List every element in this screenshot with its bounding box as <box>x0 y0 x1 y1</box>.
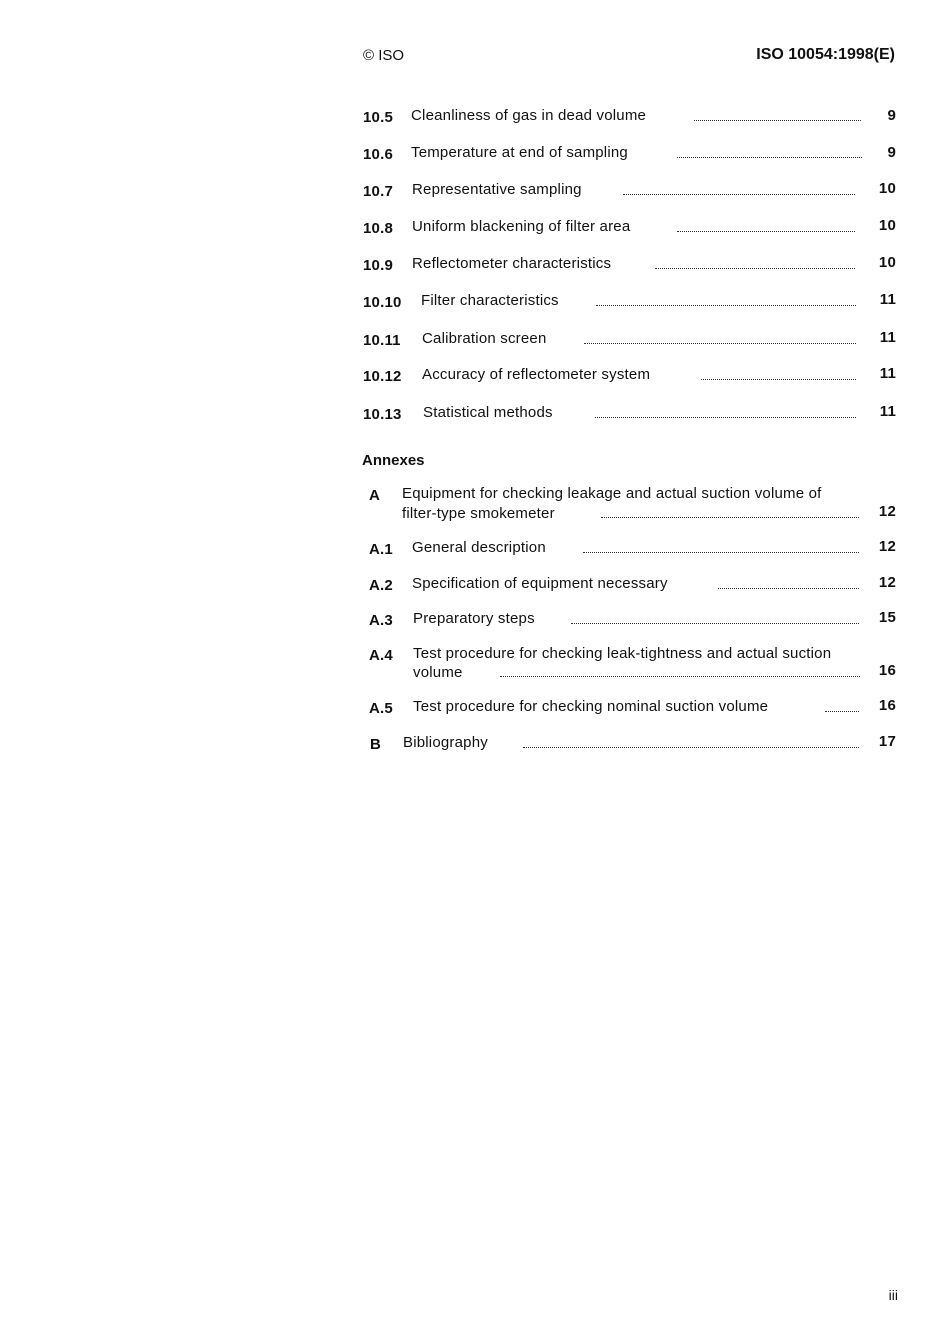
toc-entry-title: Uniform blackening of filter area <box>412 218 631 235</box>
toc-entry-number: 10.5 <box>363 109 393 126</box>
toc-entry-page: 16 <box>878 697 896 714</box>
toc-leader-dots <box>825 709 859 712</box>
toc-leader-dots <box>583 550 859 553</box>
toc-entry-title: Preparatory steps <box>413 610 535 627</box>
toc-entry-10-9[interactable] <box>363 255 896 277</box>
toc-entry-page: 10 <box>878 217 896 234</box>
toc-leader-dots <box>595 415 856 418</box>
toc-leader-dots <box>596 303 856 306</box>
toc-leader-dots <box>701 377 856 380</box>
toc-entry-number: A.2 <box>369 577 393 594</box>
toc-entry-page: 12 <box>878 574 896 591</box>
toc-entry-number: A <box>369 487 381 504</box>
copyright-notice: © ISO <box>363 47 405 64</box>
annex-entry-a-2[interactable] <box>363 575 896 597</box>
toc-leader-dots <box>677 229 855 232</box>
toc-entry-page: 15 <box>878 609 896 626</box>
annex-entry-b[interactable] <box>363 734 896 756</box>
toc-entry-title: General description <box>412 539 546 556</box>
toc-entry-number: A.5 <box>369 700 393 717</box>
toc-entry-page: 12 <box>878 538 896 555</box>
toc-entry-number: A.4 <box>369 647 393 664</box>
toc-entry-title: Temperature at end of sampling <box>411 144 628 161</box>
toc-leader-dots <box>601 515 859 518</box>
toc-leader-dots <box>571 621 859 624</box>
toc-entry-page: 9 <box>887 107 896 124</box>
toc-entry-10-8[interactable] <box>363 218 896 240</box>
toc-entry-number: A.1 <box>369 541 393 558</box>
toc-entry-title: Reflectometer characteristics <box>412 255 612 272</box>
annex-entry-a[interactable] <box>363 485 896 527</box>
toc-leader-dots <box>500 674 860 677</box>
annex-entry-a-1[interactable] <box>363 539 896 561</box>
toc-leader-dots <box>718 586 859 589</box>
toc-entry-title: Statistical methods <box>423 404 553 421</box>
toc-entry-title: Representative sampling <box>412 181 582 198</box>
toc-entry-10-6[interactable] <box>363 144 896 166</box>
toc-entry-title: Bibliography <box>403 734 488 751</box>
toc-entry-10-7[interactable] <box>363 181 896 203</box>
toc-entry-page: 9 <box>887 144 896 161</box>
toc-entry-title: Calibration screen <box>422 330 547 347</box>
toc-entry-page: 11 <box>879 291 896 308</box>
toc-entry-title-continued: filter-type smokemeter <box>402 505 555 522</box>
toc-entry-10-5[interactable] <box>363 107 896 129</box>
toc-entry-10-12[interactable] <box>363 366 896 388</box>
toc-entry-title: Test procedure for checking nominal suction volume <box>413 698 769 715</box>
toc-leader-dots <box>523 745 859 748</box>
toc-entry-number: B <box>370 736 382 753</box>
toc-entry-number: 10.7 <box>363 183 393 200</box>
toc-entry-title: Cleanliness of gas in dead volume <box>411 107 647 124</box>
toc-entry-number: 10.9 <box>363 257 393 274</box>
annex-entry-a-4[interactable] <box>363 645 896 687</box>
annex-entry-a-5[interactable] <box>363 698 896 720</box>
toc-entry-page: 17 <box>878 733 896 750</box>
toc-entry-number: 10.8 <box>363 220 393 237</box>
toc-leader-dots <box>694 118 861 121</box>
toc-entry-10-10[interactable] <box>363 292 896 314</box>
standard-designation: ISO 10054:1998(E) <box>756 46 895 63</box>
toc-entry-title: Filter characteristics <box>421 292 559 309</box>
toc-entry-10-13[interactable] <box>363 404 896 426</box>
toc-leader-dots <box>623 192 855 195</box>
toc-leader-dots <box>655 266 855 269</box>
toc-entry-number: A.3 <box>369 612 393 629</box>
toc-entry-page: 11 <box>879 403 896 420</box>
toc-entry-title: Test procedure for checking leak-tightness and actual suction <box>413 645 832 662</box>
annex-entry-a-3[interactable] <box>363 610 896 632</box>
toc-leader-dots <box>584 341 856 344</box>
toc-entry-page: 11 <box>879 365 896 382</box>
toc-entry-page: 10 <box>878 180 896 197</box>
annexes-heading: Annexes <box>362 452 425 469</box>
toc-entry-number: 10.12 <box>363 368 402 385</box>
toc-entry-number: 10.13 <box>363 406 402 423</box>
toc-entry-page: 11 <box>879 329 896 346</box>
toc-entry-title: Equipment for checking leakage and actual suction volume of <box>402 485 822 502</box>
toc-entry-title-continued: volume <box>413 664 463 681</box>
toc-entry-number: 10.11 <box>363 332 401 349</box>
toc-entry-10-11[interactable] <box>363 330 896 352</box>
toc-entry-number: 10.6 <box>363 146 393 163</box>
toc-entry-page: 10 <box>878 254 896 271</box>
toc-leader-dots <box>677 155 862 158</box>
toc-entry-number: 10.10 <box>363 294 402 311</box>
toc-entry-page: 12 <box>878 503 896 520</box>
toc-entry-title: Accuracy of reflectometer system <box>422 366 651 383</box>
page-number: iii <box>888 1287 898 1303</box>
toc-entry-title: Specification of equipment necessary <box>412 575 668 592</box>
toc-entry-page: 16 <box>878 662 896 679</box>
